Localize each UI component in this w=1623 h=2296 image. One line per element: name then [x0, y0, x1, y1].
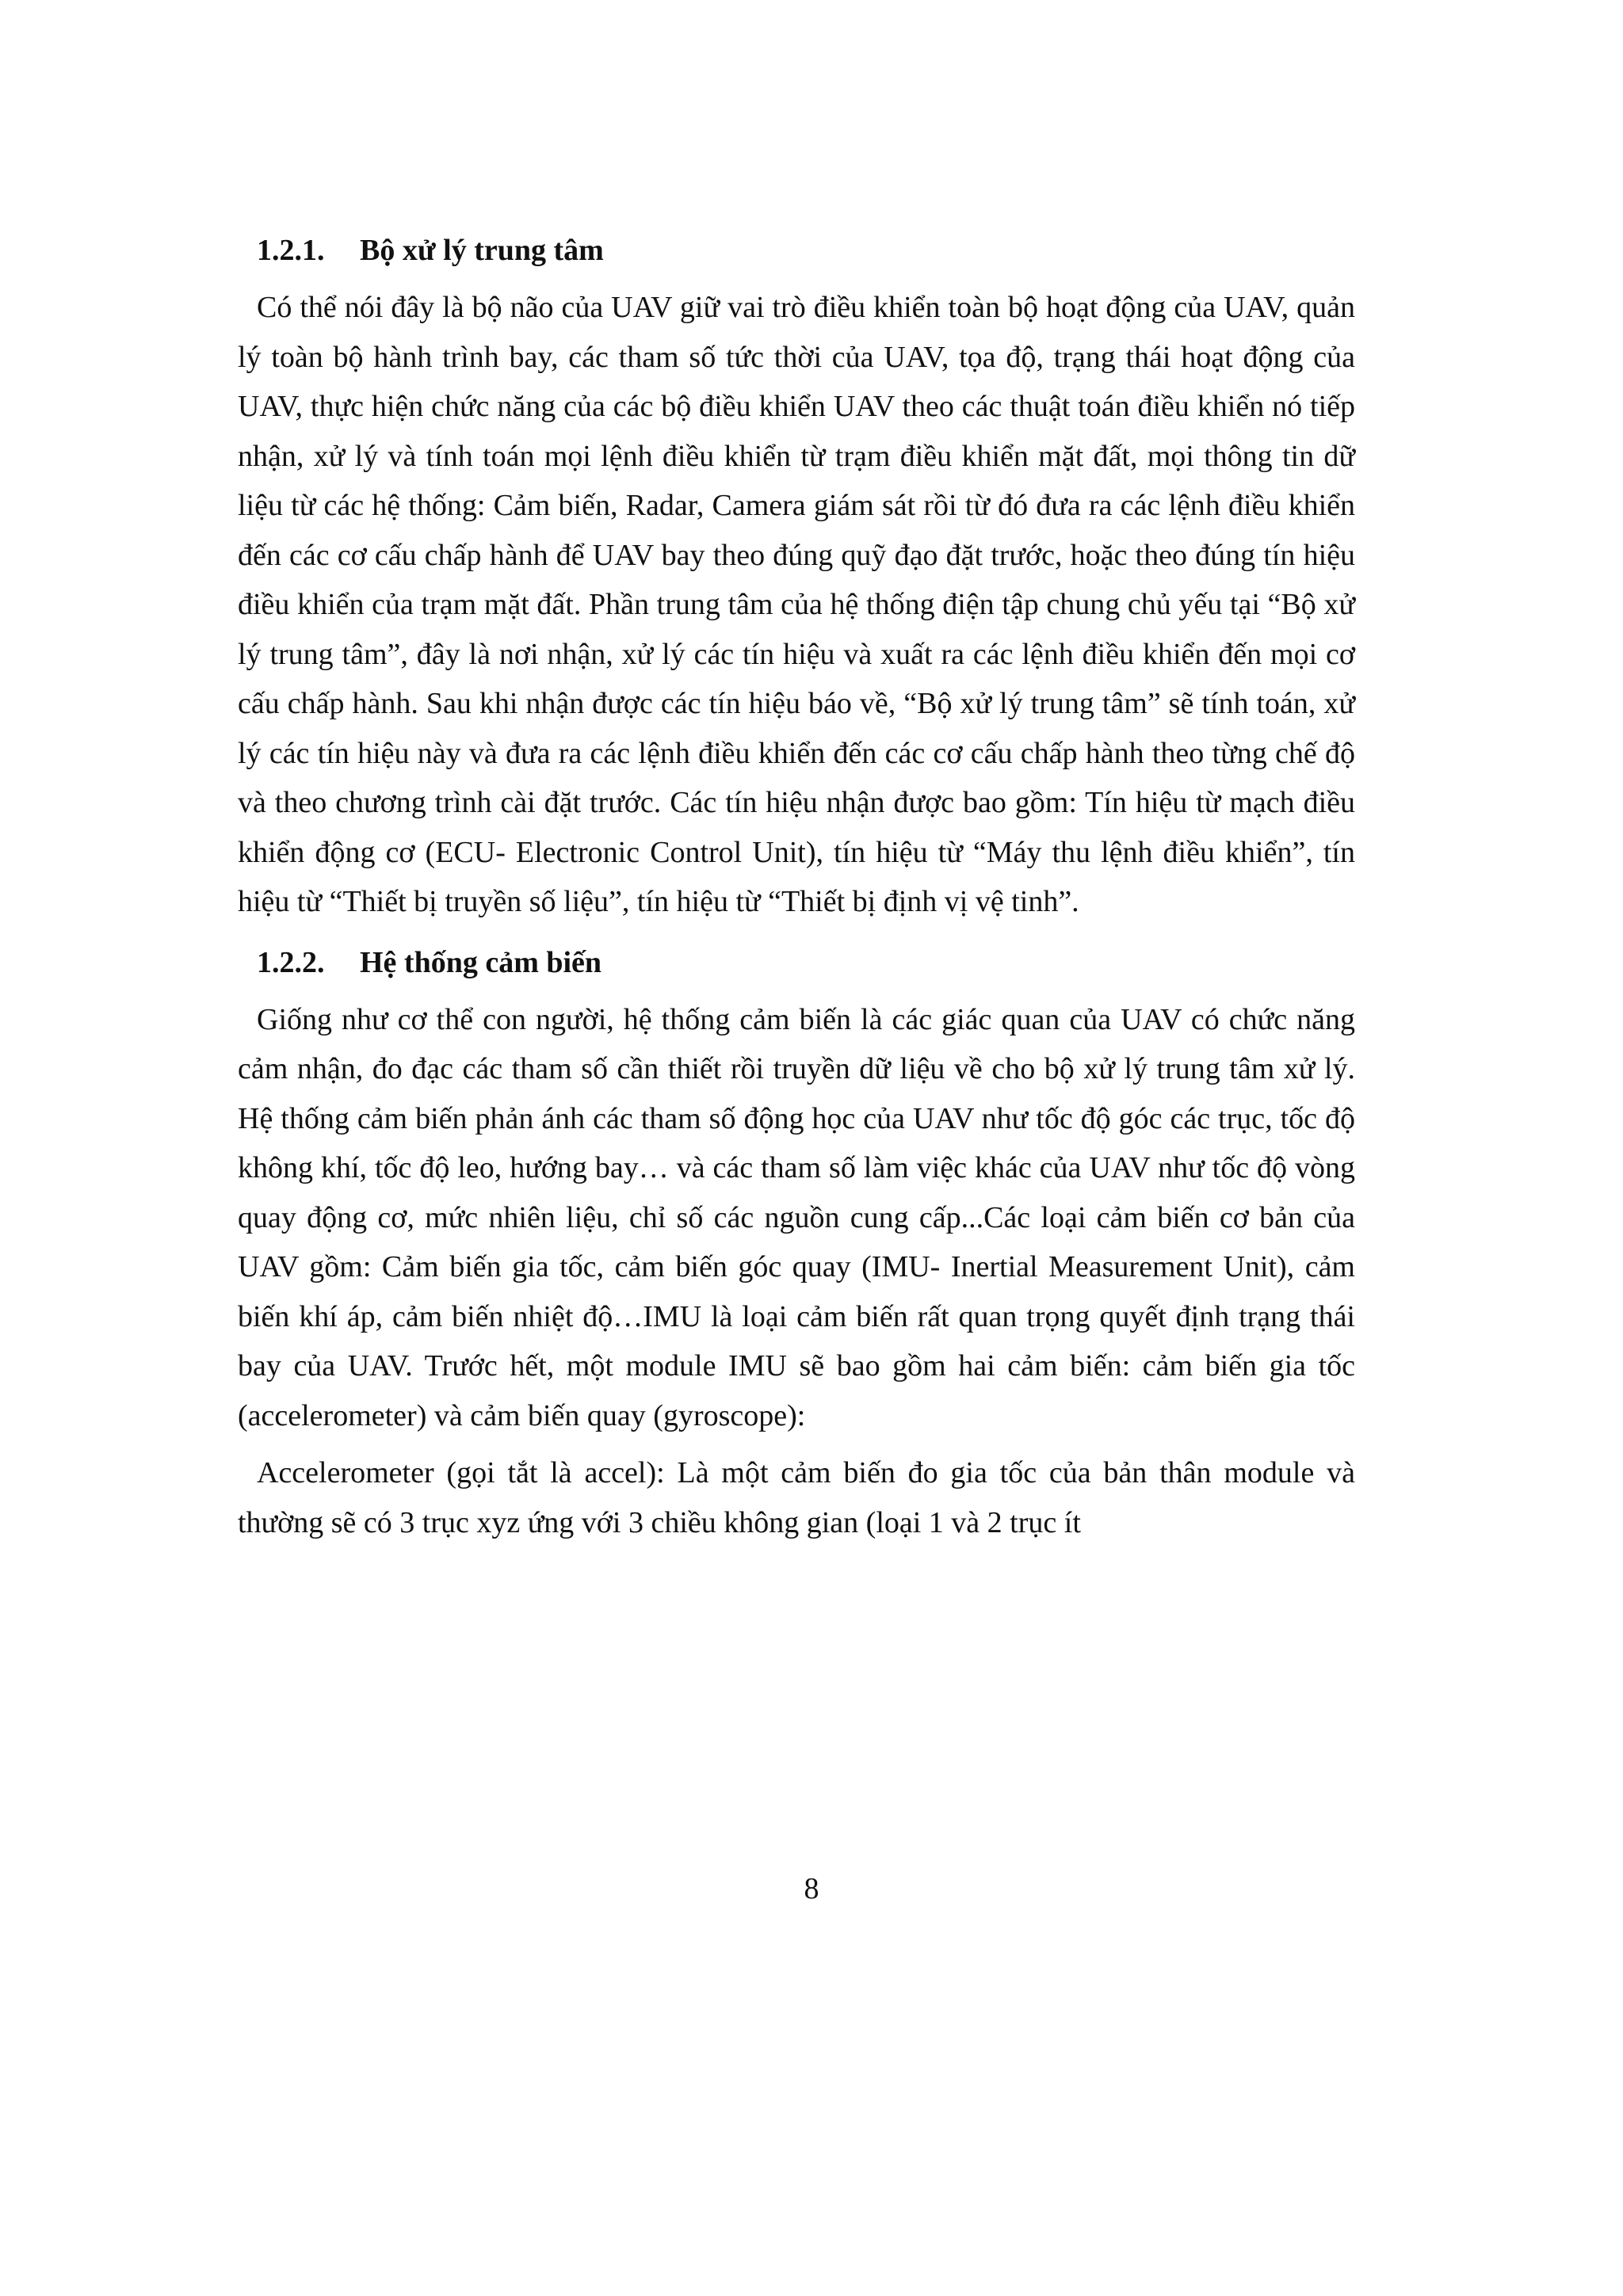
- document-page: [238, 226, 1355, 1547]
- section-title: Bộ xử lý trung tâm: [360, 234, 604, 267]
- section-number: 1.2.1.: [257, 234, 325, 267]
- section-heading-1-2-1: [257, 226, 1355, 275]
- paragraph-cpu-description: Có thể nói đây là bộ não của UAV giữ vai trò điều khiển toàn bộ hoạt động của UAV, quản lý toàn bộ hành trình bay, các tham số tức thời của UAV, tọa độ, trạng thái hoạt động của UAV, thực hiện chức năng của các bộ điều khiển UAV theo các thuật toán điều khiển nó tiếp nhận, xử lý và tính toán mọi lệnh điều khiển từ trạm điều khiển mặt đất, mọi thông tin dữ liệu từ các hệ thống: Cảm biến, Radar, Camera giám sát rồi từ đó đưa ra các lệnh điều khiển đến các cơ cấu chấp hành để UAV bay theo đúng quỹ đạo đặt trước, hoặc theo đúng tín hiệu điều khiển của trạm mặt đất. Phần trung tâm của hệ thống điện tập chung chủ yếu tại “Bộ xử lý trung tâm”, đây là nơi nhận, xử lý các tín hiệu và xuất ra các lệnh điều khiển đến mọi cơ cấu chấp hành. Sau khi nhận được các tín hiệu báo về, “Bộ xử lý trung tâm” sẽ tính toán, xử lý các tín hiệu này và đưa ra các lệnh điều khiển đến các cơ cấu chấp hành theo từng chế độ và theo chương trình cài đặt trước. Các tín hiệu nhận được bao gồm: Tín hiệu từ mạch điều khiển động cơ (ECU- Electronic Control Unit), tín hiệu từ “Máy thu lệnh điều khiển”, tín hiệu từ “Thiết bị truyền số liệu”, tín hiệu từ “Thiết bị định vị vệ tinh”.: [238, 291, 1355, 918]
- page-number: 8: [804, 1872, 819, 1905]
- section-number: 1.2.2.: [257, 945, 325, 979]
- section-heading-1-2-2: [257, 938, 1355, 987]
- paragraph-accelerometer: Accelerometer (gọi tắt là accel): Là một cảm biến đo gia tốc của bản thân module và thường sẽ có 3 trục xyz ứng với 3 chiều không gian (loại 1 và 2 trục ít: [238, 1456, 1355, 1539]
- paragraph-sensor-system: Giống như cơ thể con người, hệ thống cảm biến là các giác quan của UAV có chức năng cảm nhận, đo đạc các tham số cần thiết rồi truyền dữ liệu về cho bộ xử lý trung tâm xử lý. Hệ thống cảm biến phản ánh các tham số động học của UAV như tốc độ góc các trục, tốc độ không khí, tốc độ leo, hướng bay… và các tham số làm việc khác của UAV như tốc độ vòng quay động cơ, mức nhiên liệu, chỉ số các nguồn cung cấp...Các loại cảm biến cơ bản của UAV gồm: Cảm biến gia tốc, cảm biến góc quay (IMU- Inertial Measurement Unit), cảm biến khí áp, cảm biến nhiệt độ…IMU là loại cảm biến rất quan trọng quyết định trạng thái bay của UAV. Trước hết, một module IMU sẽ bao gồm hai cảm biến: cảm biến gia tốc (accelerometer) và cảm biến quay (gyroscope):: [238, 1002, 1355, 1432]
- section-title: Hệ thống cảm biến: [360, 945, 602, 979]
